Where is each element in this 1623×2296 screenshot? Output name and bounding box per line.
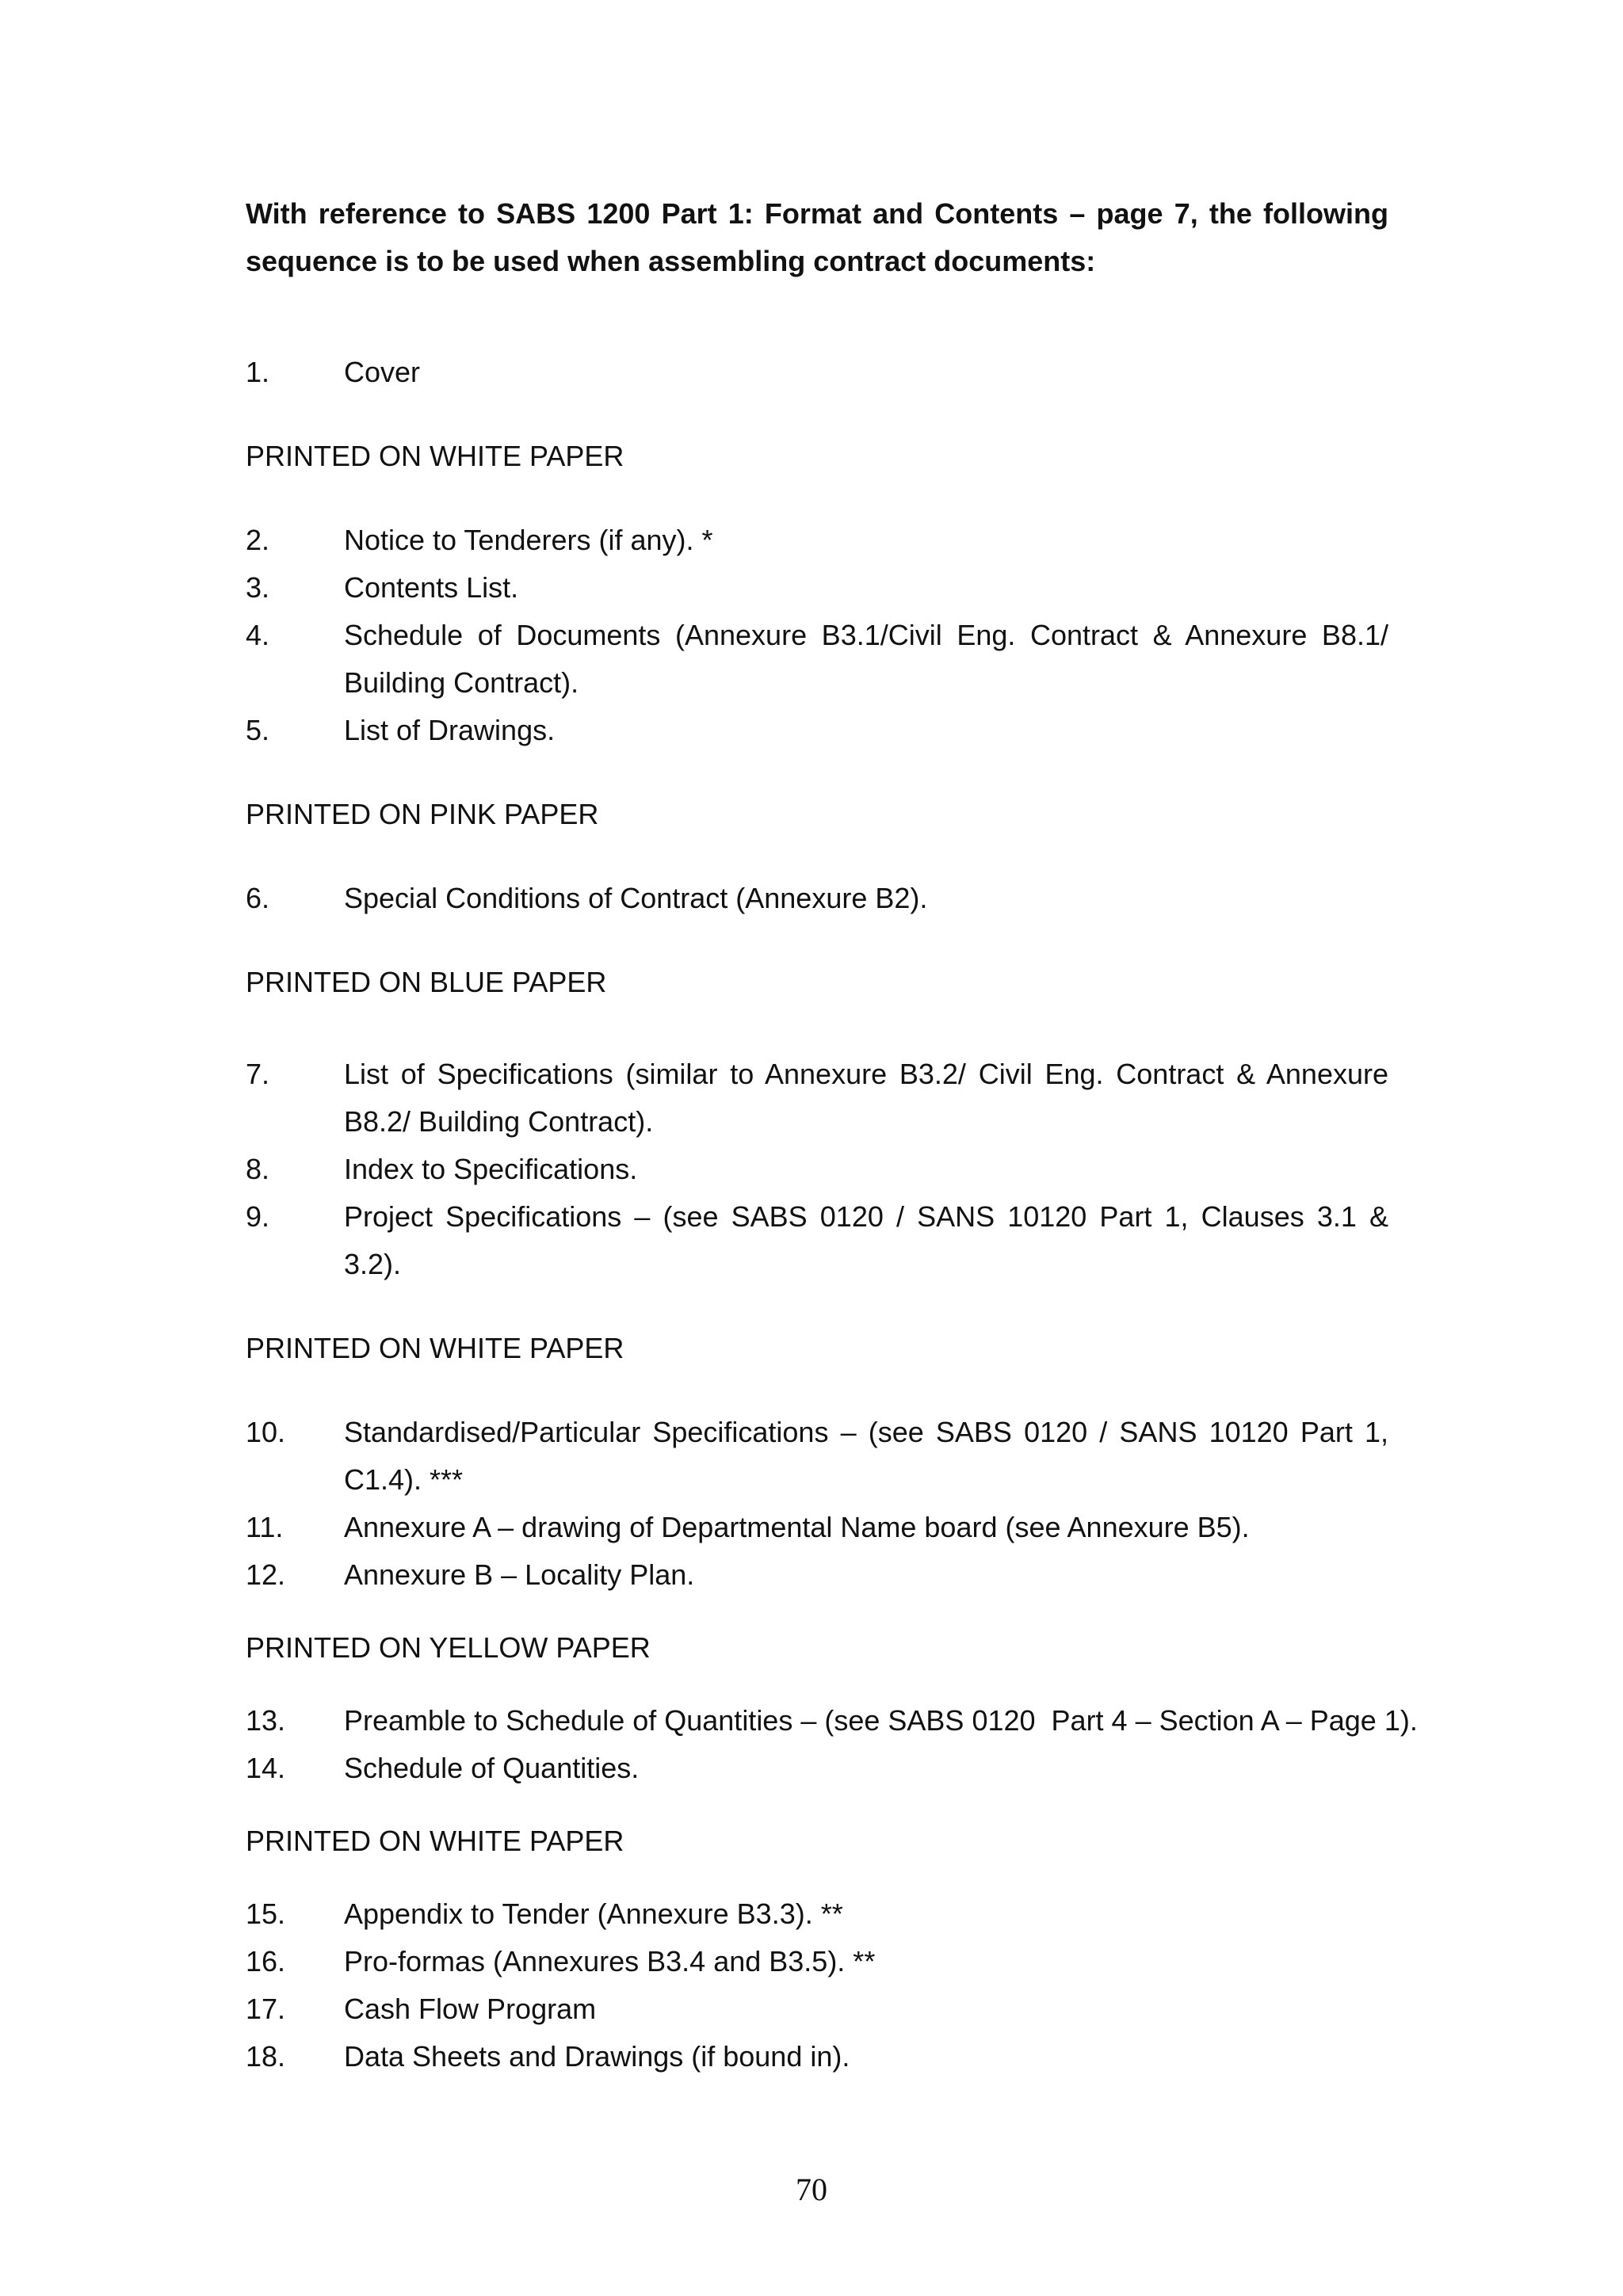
item-list-white-1 [246,517,1388,754]
item-text: Contents List. [344,571,519,604]
item-text: Pro-formas (Annexures B3.4 and B3.5). ** [344,1945,876,1978]
item-number: 12. [246,1558,286,1591]
list-item [246,1551,1388,1599]
list-item [246,875,1388,922]
item-list-blue [246,1051,1388,1288]
list-item [246,1146,1388,1193]
item-number: 6. [246,882,270,914]
item-number: 1. [246,356,270,388]
section-heading-blue-paper: PRINTED ON BLUE PAPER [246,966,607,998]
list-item [246,1409,1388,1504]
item-text: Standardised/Particular Specifications – (see SABS 0120 / SANS 10120 Part 1, C1.4). *** [344,1416,1388,1496]
item-number: 14. [246,1752,286,1784]
list-item [246,1051,1388,1146]
list-item [246,1938,1388,1985]
list-item [246,517,1388,564]
list-item [246,1504,1388,1551]
item-number: 4. [246,619,270,651]
item-number: 7. [246,1058,270,1090]
item-text: Schedule of Quantities. [344,1752,640,1784]
item-text: Schedule of Documents (Annexure B3.1/Civil Eng. Contract & Annexure B8.1/ Building Contract). [344,619,1388,699]
item-number: 5. [246,714,270,746]
item-text: Notice to Tenderers (if any). * [344,524,713,556]
item-number: 11. [246,1511,284,1543]
list-item [246,1745,1388,1792]
section-heading-yellow-paper: PRINTED ON YELLOW PAPER [246,1631,651,1664]
section-heading-white-paper: PRINTED ON WHITE PAPER [246,1332,624,1364]
item-text: Data Sheets and Drawings (if bound in). [344,2040,850,2073]
item-list-yellow [246,1697,1418,1792]
item-list-white-2 [246,1409,1388,1599]
item-text: Special Conditions of Contract (Annexure B2). [344,882,928,914]
list-item [246,1697,1418,1745]
section-heading-white-paper: PRINTED ON WHITE PAPER [246,1825,624,1857]
item-number: 3. [246,571,270,604]
page-number: 70 [796,2172,827,2207]
item-number: 18. [246,2040,286,2073]
list-item [246,564,1388,612]
item-text: Index to Specifications. [344,1153,638,1185]
item-text: Project Specifications – (see SABS 0120 / SANS 10120 Part 1, Clauses 3.1 & 3.2). [344,1200,1388,1280]
item-text: Cover [344,356,421,388]
list-item [246,1985,1388,2033]
item-list-cover [246,349,1388,396]
item-number: 16. [246,1945,286,1978]
document-body [246,190,1418,2081]
list-item [246,2033,1388,2081]
item-text: Annexure A – drawing of Departmental Name board (see Annexure B5). [344,1511,1250,1543]
intro-paragraph: With reference to SABS 1200 Part 1: Format and Contents – page 7, the following sequence is to be used when assembling contract documents: [246,197,1388,277]
item-list-pink [246,875,1388,922]
list-item [246,707,1388,754]
item-number: 10. [246,1416,286,1448]
section-heading-white-paper: PRINTED ON WHITE PAPER [246,440,624,472]
list-item [246,349,1388,396]
item-number: 9. [246,1200,270,1233]
section-heading-pink-paper: PRINTED ON PINK PAPER [246,798,599,830]
item-list-white-3 [246,1890,1388,2081]
list-item [246,1890,1388,1938]
item-number: 8. [246,1153,270,1185]
item-text: Annexure B – Locality Plan. [344,1558,695,1591]
list-item [246,612,1388,707]
item-text: List of Drawings. [344,714,556,746]
item-number: 15. [246,1897,286,1930]
item-text: Cash Flow Program [344,1993,597,2025]
item-number: 13. [246,1704,286,1737]
list-item [246,1193,1388,1288]
item-number: 17. [246,1993,286,2025]
item-text: List of Specifications (similar to Annexure B3.2/ Civil Eng. Contract & Annexure B8.2/ Building Contract). [344,1058,1388,1138]
item-text: Appendix to Tender (Annexure B3.3). ** [344,1897,843,1930]
item-number: 2. [246,524,270,556]
item-text: Preamble to Schedule of Quantities – (see SABS 0120 Part 4 – Section A – Page 1). [344,1704,1418,1737]
